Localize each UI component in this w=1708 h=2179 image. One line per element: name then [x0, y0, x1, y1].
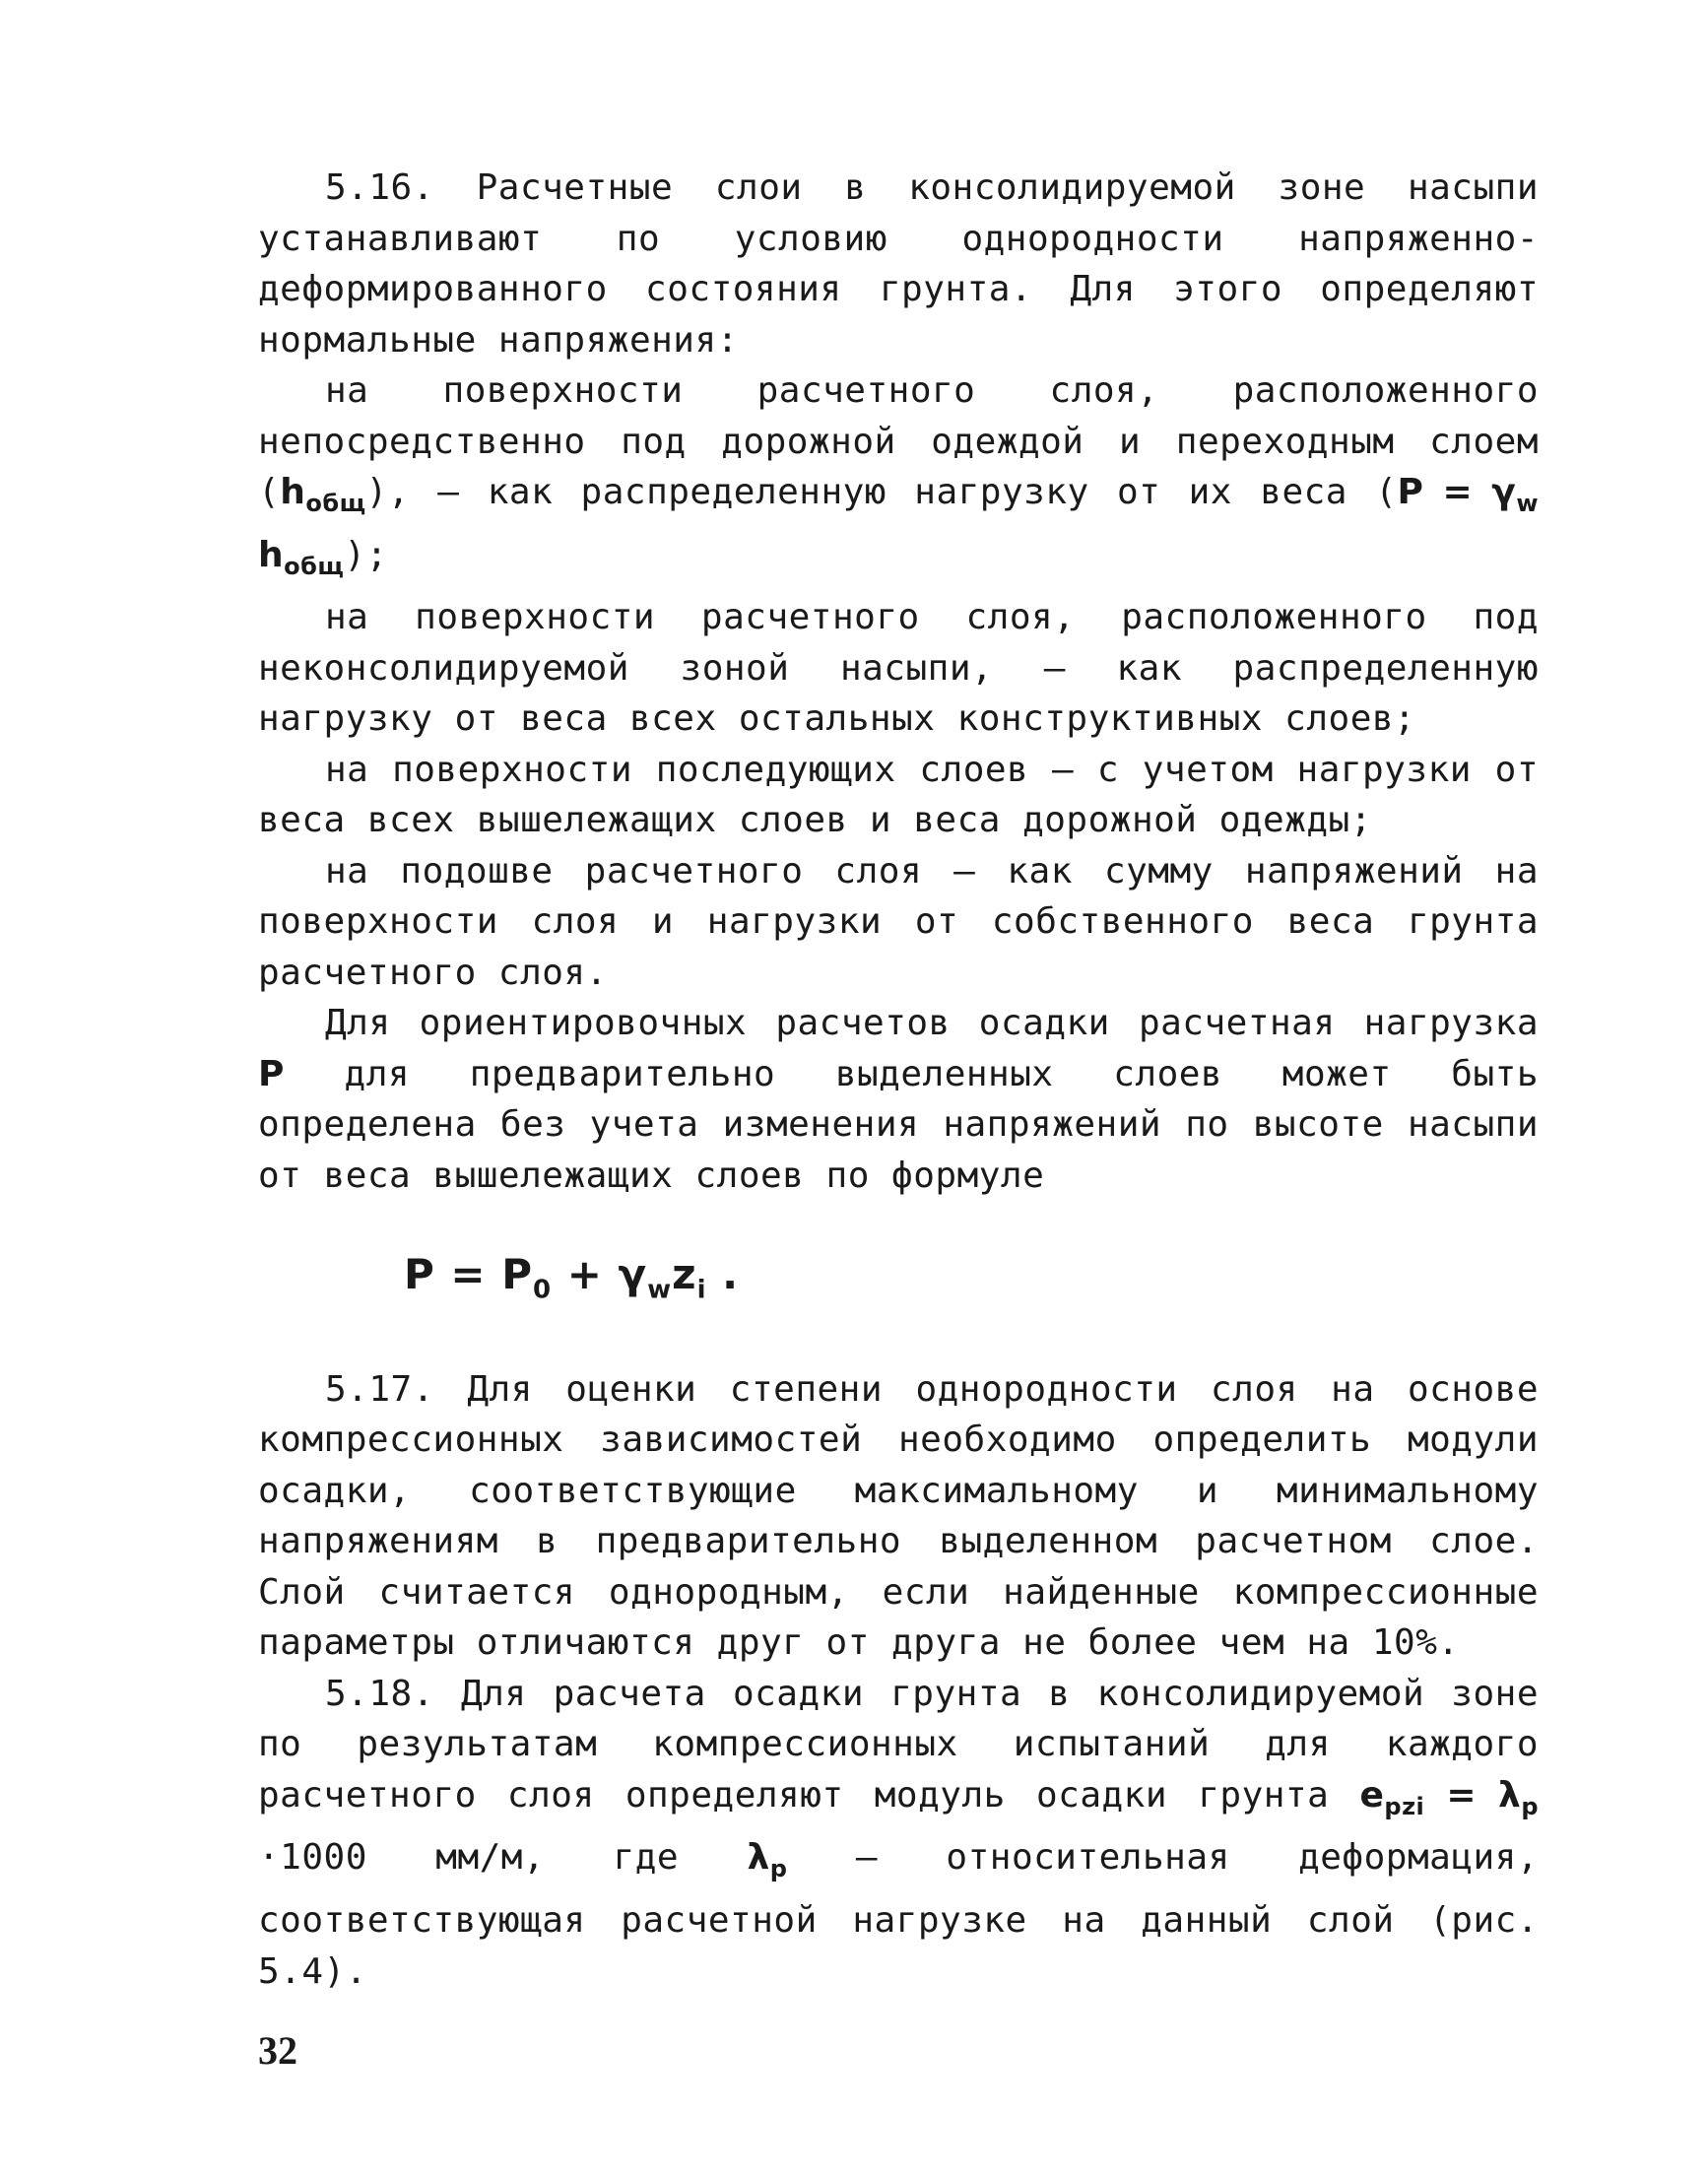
bullet-surface-first-layer: на поверхности расчетного слоя, расположенного непосредственно под дорожной одеждой и переходным слоем $(h_{общ})$, – как распределенную нагрузку от их веса ($P = \gamma_w$ $h_{общ}$);: [258, 370, 1539, 580]
p-symbol: P: [258, 1053, 285, 1094]
bullet-surface-under-nonconsolidated: на поверхности расчетного слоя, расположенного под неконсолидируемой зоной насыпи, – как распределенную нагрузку от веса всех остальных конструктивных слоев;: [258, 597, 1539, 740]
section-5-16: 5.16. Расчетные слои в консолидируемой зоне насыпи устанавливают по условию однородности напряженно-деформированного состояния грунта. Для этого определяют нормальные напряжения:: [258, 167, 1539, 361]
bullet-layer-base: на подошве расчетного слоя – как сумму напряжений на поверхности слоя и нагрузки от собственного веса грунта расчетного слоя.: [258, 850, 1539, 993]
lambda-symbol: $\lambda_p$: [747, 1837, 788, 1883]
orientation-paragraph: Для ориентировочных расчетов осадки расчетная нагрузка P для предварительно выделенных слоев может быть определена без учета изменения напряжений по высоте насыпи от веса вышележащих слоев по формуле: [258, 1003, 1539, 1196]
page-number: 32: [258, 2028, 297, 2073]
inline-formula-p-gamma-h: $P = \gamma_w$ $h_{общ}$: [258, 472, 1539, 580]
section-5-18: 5.18. Для расчета осадки грунта в консолидируемой зоне по результатам компрессионных испытаний для каждого расчетного слоя определяют модуль осадки грунта $e_{pzi} = \lambda_p \cdot 1000$ мм/м, где $\lambda_p$ – относительная деформация, соответствующая расчетной нагрузке на данный слой (рис. 5.4).: [258, 1673, 1540, 1992]
modulus-formula: $e_{pzi} = \lambda_p$: [1359, 1774, 1540, 1820]
formula-p-equals: $P = P_0 + \gamma_wz_i$ .: [404, 1250, 740, 1305]
h-total-symbol: $h_{общ}$: [280, 472, 366, 518]
section-5-17: 5.17. Для оценки степени однородности слоя на основе компрессионных зависимостей необходимо определить модули осадки, соответствующие максимальному и минимальному напряжениям в предварительно выделенном расчетном слое. Слой считается однородным, если найденные компрессионные параметры отличаются друг от друга не более чем на 10%.: [258, 1368, 1539, 1664]
bullet-next-layers: на поверхности последующих слоев – с учетом нагрузки от веса всех вышележащих слоев и веса дорожной одежды;: [258, 749, 1539, 841]
page-content: [258, 163, 1539, 1997]
